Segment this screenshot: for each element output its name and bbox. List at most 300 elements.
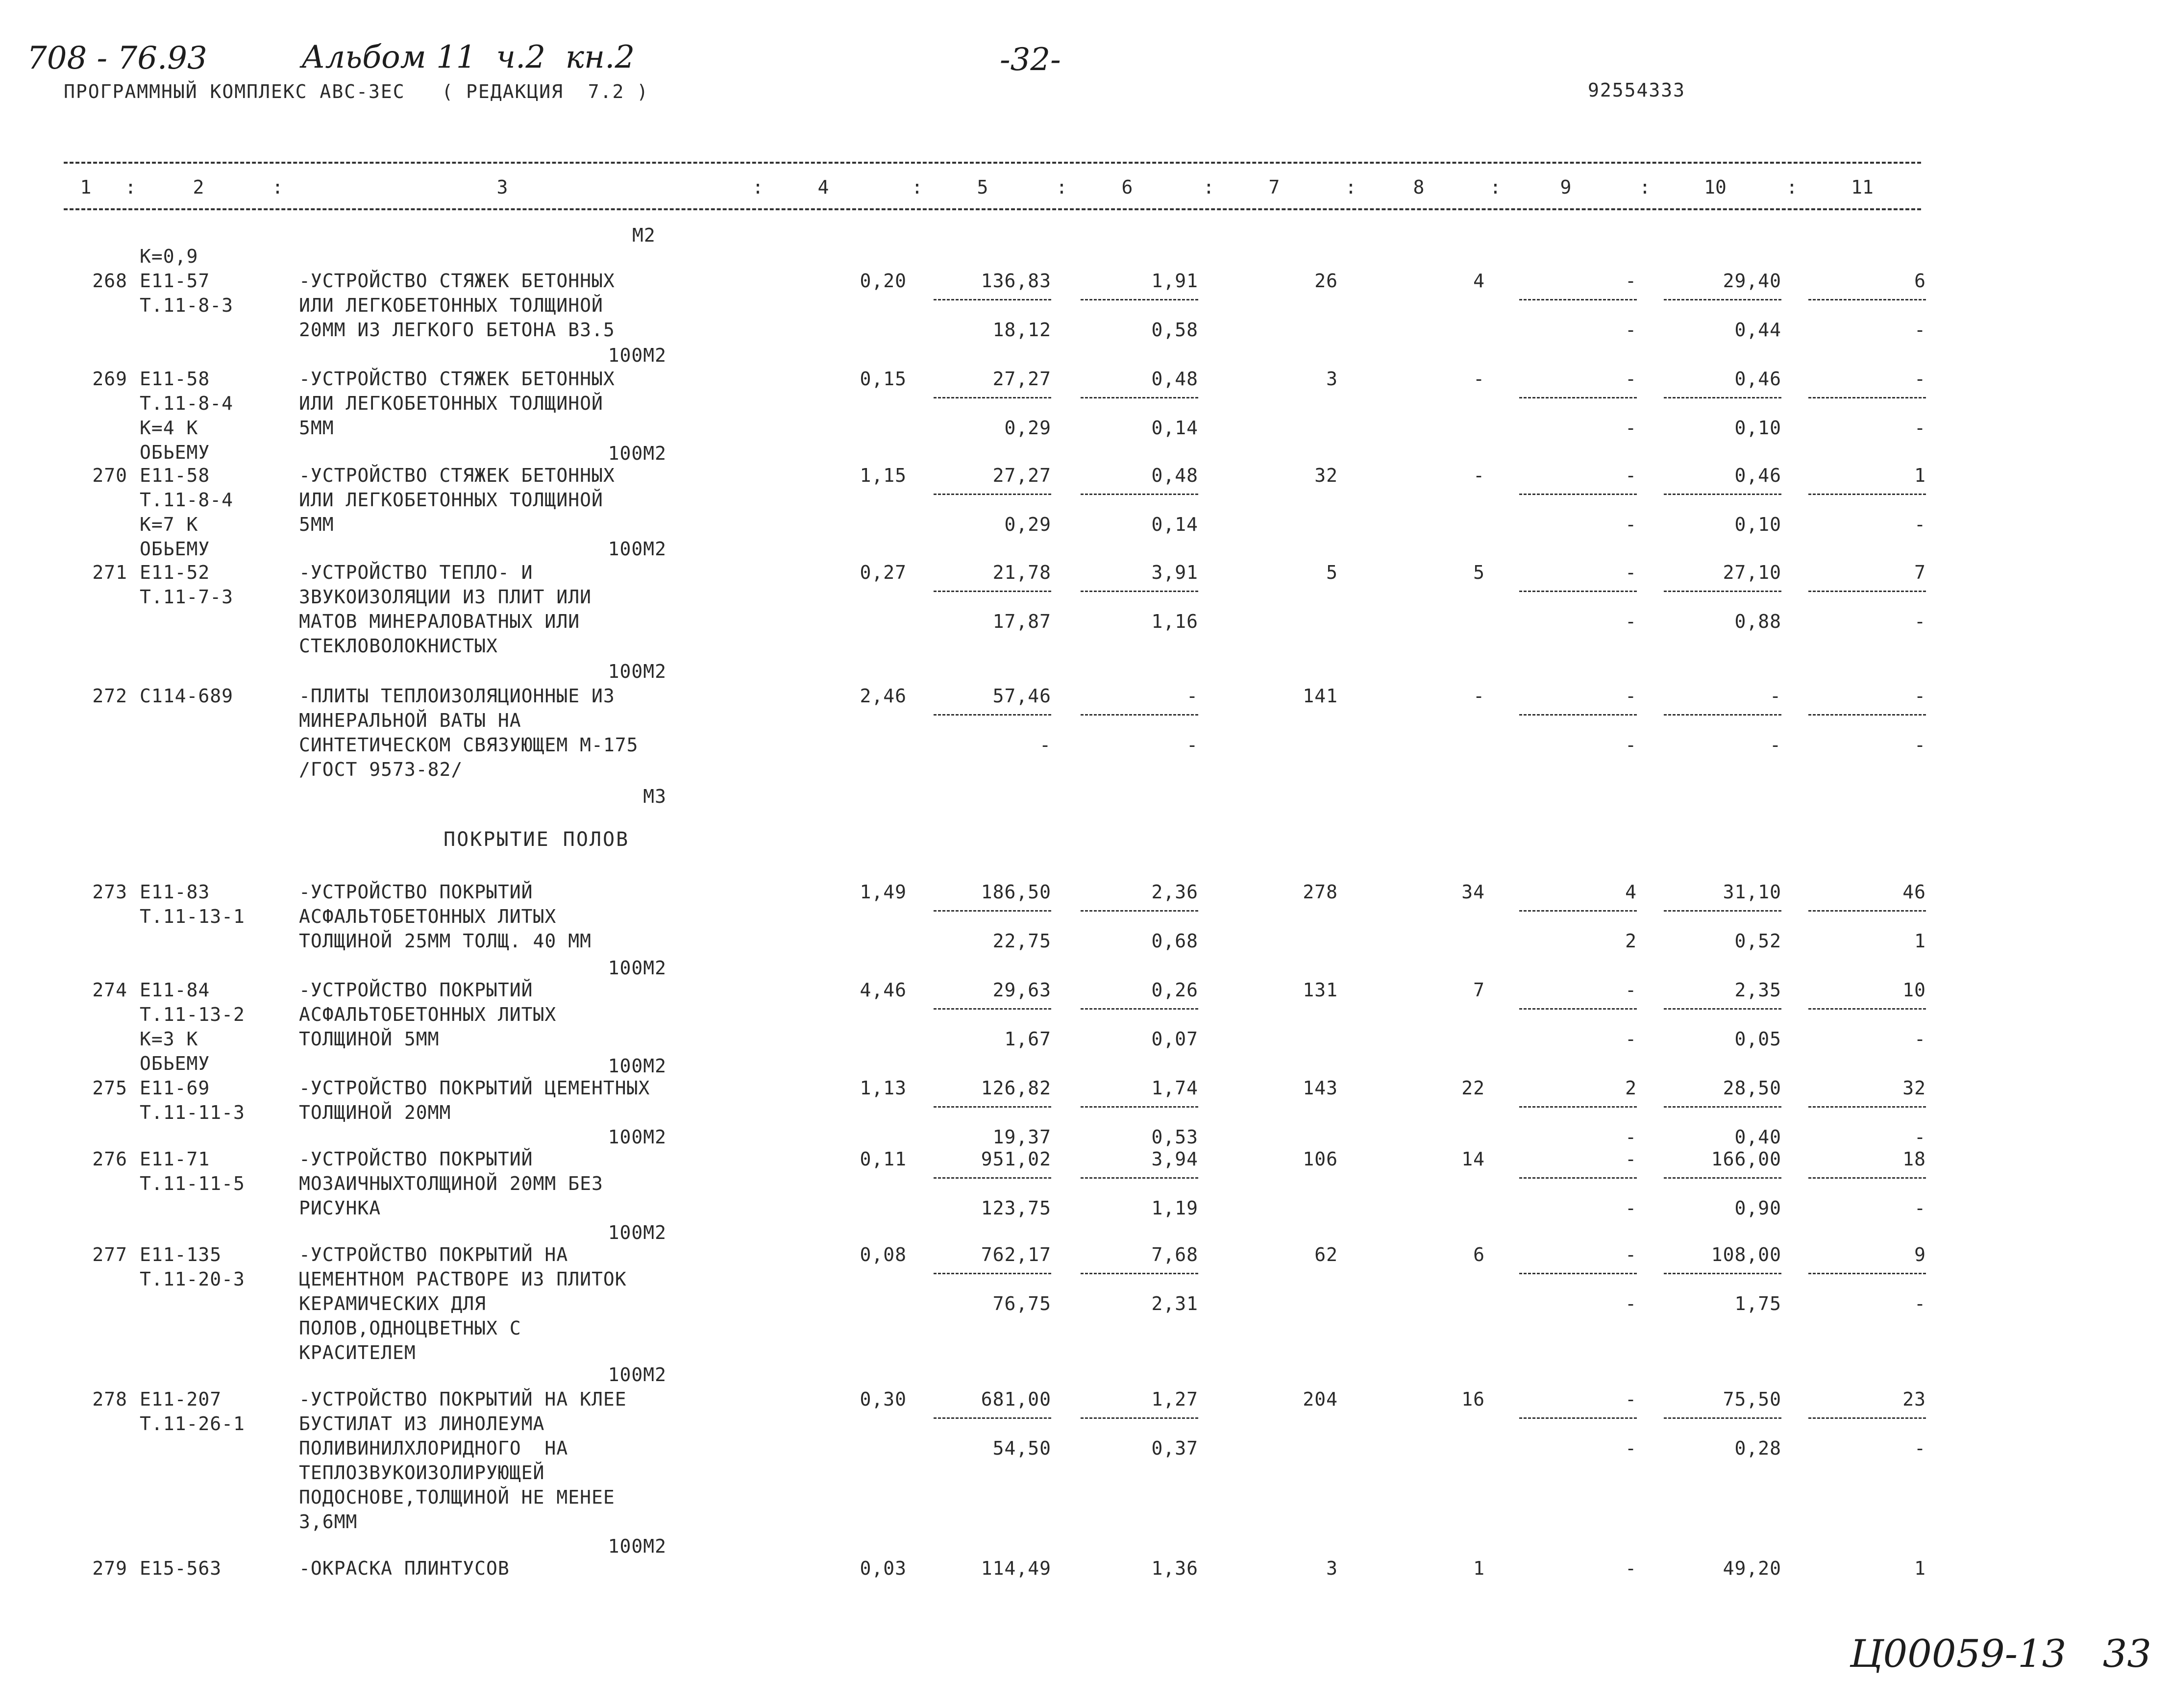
fraction-rule: [934, 397, 1051, 398]
work-description: ПОЛОВ,ОДНОЦВЕТНЫХ С: [299, 1317, 521, 1339]
column-header-3: 3: [496, 176, 508, 198]
work-code: ОБЬЕМУ: [140, 538, 210, 560]
column-separator: :: [1639, 176, 1651, 198]
fraction-rule: [1808, 494, 1926, 495]
unit-cost: 136,83: [981, 270, 1051, 292]
row-number: 272: [92, 685, 127, 707]
fraction-rule: [934, 910, 1051, 912]
work-description: ЦЕМЕНТНОМ РАСТВОРЕ ИЗ ПЛИТОК: [299, 1268, 627, 1290]
total-labour: 1: [1914, 465, 1926, 486]
total-labour: 32: [1902, 1077, 1926, 1099]
fraction-rule: [1081, 1106, 1198, 1108]
unit-label: 100М2: [608, 1055, 666, 1077]
fraction-rule: [1081, 591, 1198, 592]
fraction-rule: [1519, 910, 1637, 912]
total-wages: 6: [1473, 1244, 1485, 1265]
work-description: МОЗАИЧНЫХТОЛЩИНОЙ 20ММ БЕЗ: [299, 1173, 603, 1194]
work-code: Т.11-11-3: [140, 1102, 245, 1123]
total-wages: -: [1473, 685, 1485, 707]
document-reference: 708 - 76.93: [27, 40, 207, 76]
wages-cost: 0,48: [1151, 368, 1198, 390]
top-unit-label: М2: [632, 224, 656, 246]
work-description: -УСТРОЙСТВО ТЕПЛО- И: [299, 562, 533, 583]
work-description: ПОДОСНОВЕ,ТОЛЩИНОЙ НЕ МЕНЕЕ: [299, 1486, 615, 1508]
fraction-rule: [1519, 1417, 1637, 1419]
column-separator: :: [1056, 176, 1067, 198]
row-number: 271: [92, 562, 127, 583]
work-description: СИНТЕТИЧЕСКОМ СВЯЗУЮЩЕМ М-175: [299, 734, 639, 756]
labour-hours: 28,50: [1723, 1077, 1781, 1099]
wages-cost: -: [1186, 685, 1198, 707]
fraction-rule: [1081, 1417, 1198, 1419]
total-cost: 32: [1314, 465, 1338, 486]
column-header-5: 5: [977, 176, 988, 198]
sheet-number: Ц00059-13 33: [1850, 1632, 2151, 1676]
total-labour: 1: [1914, 1558, 1926, 1579]
column-header-1: 1: [80, 176, 92, 198]
unit-cost: 0,29: [1004, 417, 1051, 439]
fraction-rule: [934, 299, 1051, 300]
work-description: ИЛИ ЛЕГКОБЕТОННЫХ ТОЛЩИНОЙ: [299, 393, 603, 414]
wages-cost: 1,91: [1151, 270, 1198, 292]
total-labour: 6: [1914, 270, 1926, 292]
fraction-rule: [1519, 494, 1637, 495]
work-code: Т.11-11-5: [140, 1173, 245, 1194]
column-separator: :: [752, 176, 764, 198]
work-description: -УСТРОЙСТВО СТЯЖЕК БЕТОННЫХ: [299, 465, 615, 486]
labour-hours: 0,46: [1734, 368, 1781, 390]
total-cost: 3: [1326, 368, 1338, 390]
total-wages: 7: [1473, 979, 1485, 1001]
labour-hours: 0,46: [1734, 465, 1781, 486]
machine-cost: -: [1625, 1244, 1637, 1265]
total-cost: 141: [1303, 685, 1338, 707]
machine-cost: -: [1625, 1028, 1637, 1050]
total-wages: 16: [1461, 1388, 1485, 1410]
row-number: 268: [92, 270, 127, 292]
machine-cost: -: [1625, 562, 1637, 583]
column-header-6: 6: [1121, 176, 1133, 198]
work-description: ИЛИ ЛЕГКОБЕТОННЫХ ТОЛЩИНОЙ: [299, 295, 603, 316]
machine-cost: -: [1625, 514, 1637, 535]
work-code: К=0,9: [140, 246, 198, 267]
quantity: 0,27: [860, 562, 907, 583]
fraction-rule: [1664, 299, 1781, 300]
unit-cost: 681,00: [981, 1388, 1051, 1410]
work-code: С114-689: [140, 685, 234, 707]
wages-cost: 1,36: [1151, 1558, 1198, 1579]
row-number: 279: [92, 1558, 127, 1579]
machine-cost: -: [1625, 368, 1637, 390]
fraction-rule: [1519, 1273, 1637, 1274]
unit-cost: 18,12: [992, 319, 1051, 341]
work-code: Е11-83: [140, 881, 210, 903]
unit-cost: 19,37: [992, 1126, 1051, 1148]
quantity: 0,11: [860, 1148, 907, 1170]
column-header-7: 7: [1268, 176, 1280, 198]
total-labour: -: [1914, 1197, 1926, 1219]
fraction-rule: [1664, 1417, 1781, 1419]
total-labour: 1: [1914, 930, 1926, 952]
work-description: АСФАЛЬТОБЕТОННЫХ ЛИТЫХ: [299, 1004, 557, 1025]
row-number: 269: [92, 368, 127, 390]
column-separator: :: [1345, 176, 1357, 198]
labour-hours: 0,10: [1734, 417, 1781, 439]
wages-cost: 1,16: [1151, 611, 1198, 632]
labour-hours: 0,40: [1734, 1126, 1781, 1148]
work-description: 3,6ММ: [299, 1511, 358, 1533]
work-description: -УСТРОЙСТВО ПОКРЫТИЙ: [299, 1148, 533, 1170]
unit-cost: 29,63: [992, 979, 1051, 1001]
wages-cost: 3,91: [1151, 562, 1198, 583]
quantity: 2,46: [860, 685, 907, 707]
fraction-rule: [1808, 591, 1926, 592]
labour-hours: 0,88: [1734, 611, 1781, 632]
column-header-4: 4: [817, 176, 829, 198]
fraction-rule: [1519, 397, 1637, 398]
wages-cost: -: [1186, 734, 1198, 756]
work-description: ТОЛЩИНОЙ 20ММ: [299, 1102, 451, 1123]
work-code: К=3 К: [140, 1028, 198, 1050]
total-labour: -: [1914, 1126, 1926, 1148]
wages-cost: 1,19: [1151, 1197, 1198, 1219]
wages-cost: 7,68: [1151, 1244, 1198, 1265]
fraction-rule: [1519, 299, 1637, 300]
unit-label: 100М2: [608, 1535, 666, 1557]
fraction-rule: [1081, 1177, 1198, 1179]
labour-hours: 166,00: [1711, 1148, 1781, 1170]
wages-cost: 0,07: [1151, 1028, 1198, 1050]
fraction-rule: [1081, 714, 1198, 716]
unit-cost: 762,17: [981, 1244, 1051, 1265]
total-labour: -: [1914, 734, 1926, 756]
fraction-rule: [1519, 1008, 1637, 1010]
unit-label: 100М2: [608, 957, 666, 979]
wages-cost: 3,94: [1151, 1148, 1198, 1170]
labour-hours: 0,44: [1734, 319, 1781, 341]
work-code: Е15-563: [140, 1558, 222, 1579]
fraction-rule: [1808, 1106, 1926, 1108]
work-description: /ГОСТ 9573-82/: [299, 759, 463, 780]
work-description: БУСТИЛАТ ИЗ ЛИНОЛЕУМА: [299, 1413, 545, 1435]
machine-cost: 2: [1625, 930, 1637, 952]
fraction-rule: [934, 1417, 1051, 1419]
total-cost: 62: [1314, 1244, 1338, 1265]
quantity: 1,49: [860, 881, 907, 903]
work-code: Т.11-8-3: [140, 295, 234, 316]
fraction-rule: [1519, 714, 1637, 716]
fraction-rule: [1664, 1273, 1781, 1274]
unit-label: М3: [643, 786, 666, 807]
fraction-rule: [1664, 1008, 1781, 1010]
work-description: ТОЛЩИНОЙ 25ММ ТОЛЩ. 40 ММ: [299, 930, 592, 952]
unit-cost: 114,49: [981, 1558, 1051, 1579]
fraction-rule: [1664, 714, 1781, 716]
unit-cost: 21,78: [992, 562, 1051, 583]
work-code: Е11-69: [140, 1077, 210, 1099]
total-wages: -: [1473, 368, 1485, 390]
quantity: 0,08: [860, 1244, 907, 1265]
work-code: Е11-207: [140, 1388, 222, 1410]
machine-cost: -: [1625, 1293, 1637, 1314]
work-description: -ОКРАСКА ПЛИНТУСОВ: [299, 1558, 510, 1579]
work-description: АСФАЛЬТОБЕТОННЫХ ЛИТЫХ: [299, 906, 557, 927]
work-code: К=4 К: [140, 417, 198, 439]
unit-label: 100М2: [608, 1222, 666, 1243]
machine-cost: -: [1625, 1558, 1637, 1579]
work-code: Е11-58: [140, 465, 210, 486]
unit-cost: 54,50: [992, 1437, 1051, 1459]
labour-hours: 31,10: [1723, 881, 1781, 903]
fraction-rule: [1664, 397, 1781, 398]
row-number: 270: [92, 465, 127, 486]
unit-cost: 57,46: [992, 685, 1051, 707]
machine-cost: -: [1625, 1437, 1637, 1459]
unit-cost: 126,82: [981, 1077, 1051, 1099]
work-description: 5ММ: [299, 417, 334, 439]
fraction-rule: [1808, 714, 1926, 716]
column-header-8: 8: [1413, 176, 1425, 198]
total-labour: -: [1914, 1028, 1926, 1050]
fraction-rule: [1519, 591, 1637, 592]
work-description: ЗВУКОИЗОЛЯЦИИ ИЗ ПЛИТ ИЛИ: [299, 586, 592, 608]
work-code: Е11-57: [140, 270, 210, 292]
quantity: 4,46: [860, 979, 907, 1001]
work-code: ОБЬЕМУ: [140, 1053, 210, 1074]
work-code: Е11-84: [140, 979, 210, 1001]
quantity: 0,30: [860, 1388, 907, 1410]
wages-cost: 2,36: [1151, 881, 1198, 903]
fraction-rule: [934, 494, 1051, 495]
column-separator: :: [1786, 176, 1798, 198]
quantity: 1,15: [860, 465, 907, 486]
machine-cost: -: [1625, 319, 1637, 341]
total-cost: 106: [1303, 1148, 1338, 1170]
total-wages: 34: [1461, 881, 1485, 903]
machine-cost: 2: [1625, 1077, 1637, 1099]
work-description: -УСТРОЙСТВО ПОКРЫТИЙ НА: [299, 1244, 568, 1265]
labour-hours: 0,52: [1734, 930, 1781, 952]
total-wages: 4: [1473, 270, 1485, 292]
row-number: 276: [92, 1148, 127, 1170]
machine-cost: -: [1625, 1197, 1637, 1219]
column-separator: :: [125, 176, 136, 198]
work-description: 5ММ: [299, 514, 334, 535]
row-number: 275: [92, 1077, 127, 1099]
column-header-11: 11: [1851, 176, 1874, 198]
work-description: СТЕКЛОВОЛОКНИСТЫХ: [299, 635, 498, 657]
unit-label: 100М2: [608, 345, 666, 366]
total-labour: -: [1914, 514, 1926, 535]
work-description: -УСТРОЙСТВО ПОКРЫТИЙ НА КЛЕЕ: [299, 1388, 627, 1410]
fraction-rule: [1519, 1106, 1637, 1108]
total-labour: -: [1914, 319, 1926, 341]
fraction-rule: [1081, 299, 1198, 300]
total-cost: 26: [1314, 270, 1338, 292]
total-labour: -: [1914, 1437, 1926, 1459]
unit-cost: 76,75: [992, 1293, 1051, 1314]
fraction-rule: [1664, 1106, 1781, 1108]
total-cost: 131: [1303, 979, 1338, 1001]
quantity: 0,03: [860, 1558, 907, 1579]
page-number: -32-: [1000, 42, 1061, 78]
wages-cost: 0,37: [1151, 1437, 1198, 1459]
fraction-rule: [1664, 494, 1781, 495]
fraction-rule: [934, 591, 1051, 592]
row-number: 277: [92, 1244, 127, 1265]
row-number: 274: [92, 979, 127, 1001]
fraction-rule: [1519, 1177, 1637, 1179]
fraction-rule: [1808, 397, 1926, 398]
work-code: Т.11-20-3: [140, 1268, 245, 1290]
unit-cost: 22,75: [992, 930, 1051, 952]
work-description: -УСТРОЙСТВО СТЯЖЕК БЕТОННЫХ: [299, 368, 615, 390]
wages-cost: 1,27: [1151, 1388, 1198, 1410]
fraction-rule: [934, 1177, 1051, 1179]
wages-cost: 0,53: [1151, 1126, 1198, 1148]
unit-cost: 27,27: [992, 368, 1051, 390]
machine-cost: 4: [1625, 881, 1637, 903]
fraction-rule: [1808, 1273, 1926, 1274]
work-code: Т.11-13-2: [140, 1004, 245, 1025]
machine-cost: -: [1625, 1388, 1637, 1410]
unit-cost: 123,75: [981, 1197, 1051, 1219]
work-description: ТЕПЛОЗВУКОИЗОЛИРУЮЩЕЙ: [299, 1462, 545, 1484]
labour-hours: 1,75: [1734, 1293, 1781, 1314]
unit-label: 100М2: [608, 1364, 666, 1386]
machine-cost: -: [1625, 270, 1637, 292]
column-separator: :: [1203, 176, 1214, 198]
row-number: 278: [92, 1388, 127, 1410]
machine-cost: -: [1625, 1126, 1637, 1148]
work-description: РИСУНКА: [299, 1197, 381, 1219]
work-description: -УСТРОЙСТВО СТЯЖЕК БЕТОННЫХ: [299, 270, 615, 292]
section-title: ПОКРЫТИЕ ПОЛОВ: [444, 828, 630, 851]
machine-cost: -: [1625, 979, 1637, 1001]
labour-hours: 75,50: [1723, 1388, 1781, 1410]
total-labour: -: [1914, 685, 1926, 707]
fraction-rule: [934, 714, 1051, 716]
unit-cost: 27,27: [992, 465, 1051, 486]
fraction-rule: [1808, 1417, 1926, 1419]
labour-hours: 108,00: [1711, 1244, 1781, 1265]
total-labour: 23: [1902, 1388, 1926, 1410]
quantity: 1,13: [860, 1077, 907, 1099]
wages-cost: 1,74: [1151, 1077, 1198, 1099]
album-label: Альбом 11 ч.2 кн.2: [301, 39, 635, 75]
fraction-rule: [1664, 910, 1781, 912]
work-code: Т.11-13-1: [140, 906, 245, 927]
fraction-rule: [1808, 299, 1926, 300]
fraction-rule: [1664, 1177, 1781, 1179]
column-separator: :: [272, 176, 283, 198]
fraction-rule: [1081, 397, 1198, 398]
total-labour: 9: [1914, 1244, 1926, 1265]
wages-cost: 0,14: [1151, 417, 1198, 439]
total-labour: 18: [1902, 1148, 1926, 1170]
quantity: 0,20: [860, 270, 907, 292]
labour-hours: 0,90: [1734, 1197, 1781, 1219]
work-description: МАТОВ МИНЕРАЛОВАТНЫХ ИЛИ: [299, 611, 580, 632]
total-labour: -: [1914, 417, 1926, 439]
unit-cost: -: [1039, 734, 1051, 756]
total-wages: -: [1473, 465, 1485, 486]
work-code: ОБЬЕМУ: [140, 442, 210, 463]
column-separator: :: [912, 176, 923, 198]
work-code: Е11-52: [140, 562, 210, 583]
column-header-10: 10: [1704, 176, 1727, 198]
work-description: ПОЛИВИНИЛХЛОРИДНОГО НА: [299, 1437, 568, 1459]
work-code: Т.11-8-4: [140, 489, 234, 511]
work-description: -УСТРОЙСТВО ПОКРЫТИЙ: [299, 979, 533, 1001]
labour-hours: 2,35: [1734, 979, 1781, 1001]
work-code: Т.11-7-3: [140, 586, 234, 608]
fraction-rule: [1808, 1008, 1926, 1010]
work-description: -УСТРОЙСТВО ПОКРЫТИЙ ЦЕМЕНТНЫХ: [299, 1077, 650, 1099]
fraction-rule: [1808, 1177, 1926, 1179]
unit-cost: 186,50: [981, 881, 1051, 903]
wages-cost: 0,14: [1151, 514, 1198, 535]
work-code: К=7 К: [140, 514, 198, 535]
total-cost: 5: [1326, 562, 1338, 583]
quantity: 0,15: [860, 368, 907, 390]
machine-cost: -: [1625, 734, 1637, 756]
fraction-rule: [1081, 1273, 1198, 1274]
unit-label: 100М2: [608, 538, 666, 560]
work-description: МИНЕРАЛЬНОЙ ВАТЫ НА: [299, 710, 521, 731]
unit-cost: 0,29: [1004, 514, 1051, 535]
wages-cost: 0,48: [1151, 465, 1198, 486]
work-code: Е11-58: [140, 368, 210, 390]
unit-label: 100М2: [608, 661, 666, 682]
work-code: Е11-135: [140, 1244, 222, 1265]
work-description: КЕРАМИЧЕСКИХ ДЛЯ: [299, 1293, 487, 1314]
wages-cost: 0,58: [1151, 319, 1198, 341]
work-code: Т.11-8-4: [140, 393, 234, 414]
unit-cost: 1,67: [1004, 1028, 1051, 1050]
work-description: ТОЛЩИНОЙ 5ММ: [299, 1028, 440, 1050]
total-labour: -: [1914, 1293, 1926, 1314]
total-wages: 22: [1461, 1077, 1485, 1099]
fraction-rule: [1081, 494, 1198, 495]
work-description: -УСТРОЙСТВО ПОКРЫТИЙ: [299, 881, 533, 903]
column-header-2: 2: [193, 176, 204, 198]
total-wages: 14: [1461, 1148, 1485, 1170]
labour-hours: 29,40: [1723, 270, 1781, 292]
document-code: 92554333: [1588, 79, 1686, 101]
labour-hours: 0,05: [1734, 1028, 1781, 1050]
machine-cost: -: [1625, 611, 1637, 632]
total-wages: 1: [1473, 1558, 1485, 1579]
fraction-rule: [934, 1008, 1051, 1010]
total-labour: -: [1914, 611, 1926, 632]
fraction-rule: [1808, 910, 1926, 912]
total-labour: 46: [1902, 881, 1926, 903]
total-cost: 278: [1303, 881, 1338, 903]
unit-label: 100М2: [608, 1126, 666, 1148]
work-description: КРАСИТЕЛЕМ: [299, 1342, 416, 1363]
unit-label: 100М2: [608, 443, 666, 464]
labour-hours: -: [1770, 734, 1781, 756]
system-title: ПРОГРАММНЫЙ КОМПЛЕКС АВС-3ЕС ( РЕДАКЦИЯ 7.2 ): [64, 81, 649, 102]
total-labour: -: [1914, 368, 1926, 390]
machine-cost: -: [1625, 417, 1637, 439]
column-separator: :: [1490, 176, 1501, 198]
fraction-rule: [934, 1273, 1051, 1274]
machine-cost: -: [1625, 685, 1637, 707]
labour-hours: 49,20: [1723, 1558, 1781, 1579]
labour-hours: 0,28: [1734, 1437, 1781, 1459]
